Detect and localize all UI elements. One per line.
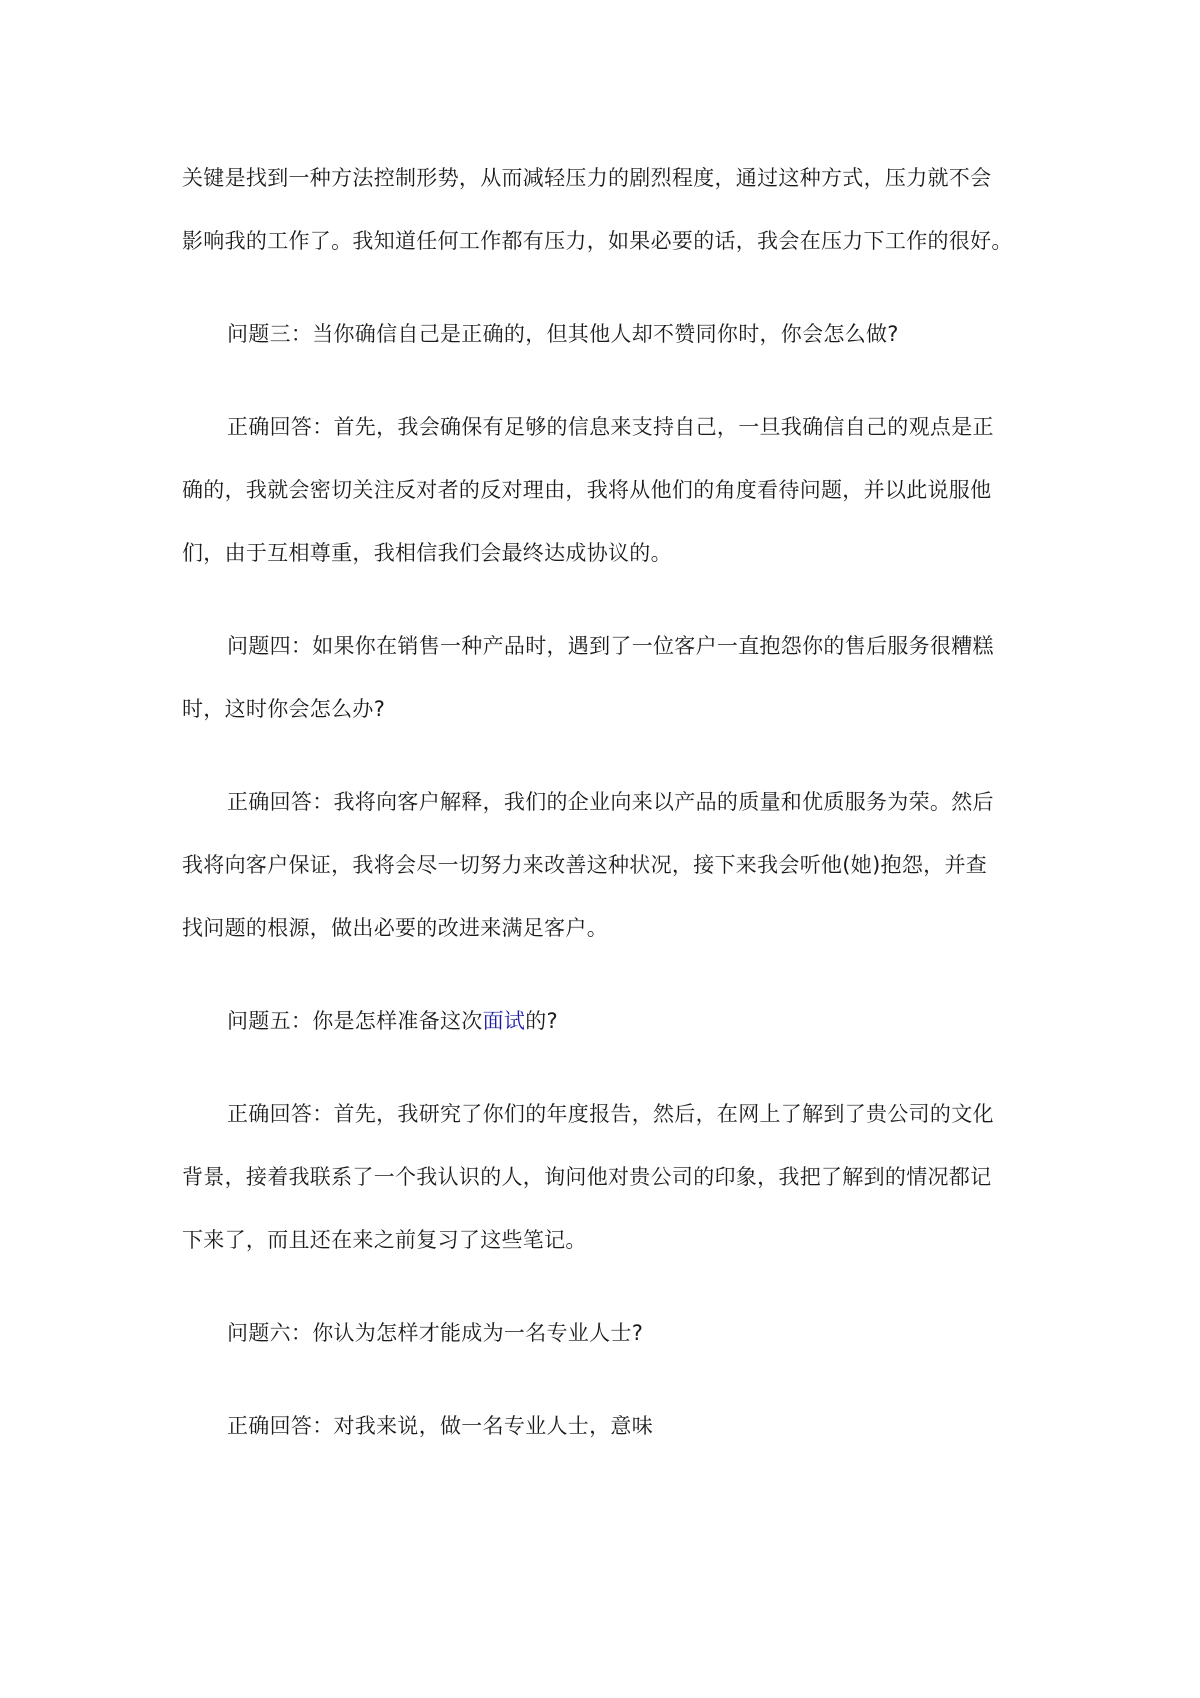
paragraph-line: 影响我的工作了。我知道任何工作都有压力，如果必要的话，我会在压力下工作的很好。	[182, 229, 1013, 253]
answer-four-line: 正确回答：我将向客户解释，我们的企业向来以产品的质量和优质服务为荣。然后	[227, 790, 994, 814]
question-four-line: 问题四：如果你在销售一种产品时，遇到了一位客户一直抱怨你的售后服务很糟糕	[227, 634, 994, 658]
interview-link[interactable]: 面试	[482, 1009, 526, 1033]
question-five	[227, 1006, 558, 1036]
answer-six-line: 正确回答：对我来说，做一名专业人士，意味	[227, 1414, 653, 1438]
answer-three-line: 正确回答：首先，我会确保有足够的信息来支持自己，一旦我确信自己的观点是正	[227, 415, 994, 439]
answer-three-line: 确的，我就会密切关注反对者的反对理由，我将从他们的角度看待问题，并以此说服他	[182, 478, 992, 502]
answer-five-line: 下来了，而且还在来之前复习了这些笔记。	[182, 1228, 587, 1252]
answer-three-line: 们，由于互相尊重，我相信我们会最终达成协议的。	[182, 541, 672, 565]
question-five-text-end: 的?	[525, 1009, 558, 1033]
question-four-line: 时，这时你会怎么办?	[182, 697, 386, 721]
answer-four-line: 我将向客户保证，我将会尽一切努力来改善这种状况，接下来我会听他(她)抱怨，并查	[182, 853, 988, 877]
answer-five-line: 背景，接着我联系了一个我认识的人，询问他对贵公司的印象，我把了解到的情况都记	[182, 1165, 992, 1189]
paragraph-line: 关键是找到一种方法控制形势，从而减轻压力的剧烈程度，通过这种方式，压力就不会	[182, 166, 992, 190]
question-six: 问题六：你认为怎样才能成为一名专业人士?	[227, 1321, 644, 1345]
answer-four-line: 找问题的根源，做出必要的改进来满足客户。	[182, 916, 608, 940]
question-three: 问题三：当你确信自己是正确的，但其他人却不赞同你时，你会怎么做?	[227, 322, 899, 346]
answer-five-line: 正确回答：首先，我研究了你们的年度报告，然后，在网上了解到了贵公司的文化	[227, 1102, 994, 1126]
question-five-text: 问题五：你是怎样准备这次	[227, 1009, 483, 1033]
